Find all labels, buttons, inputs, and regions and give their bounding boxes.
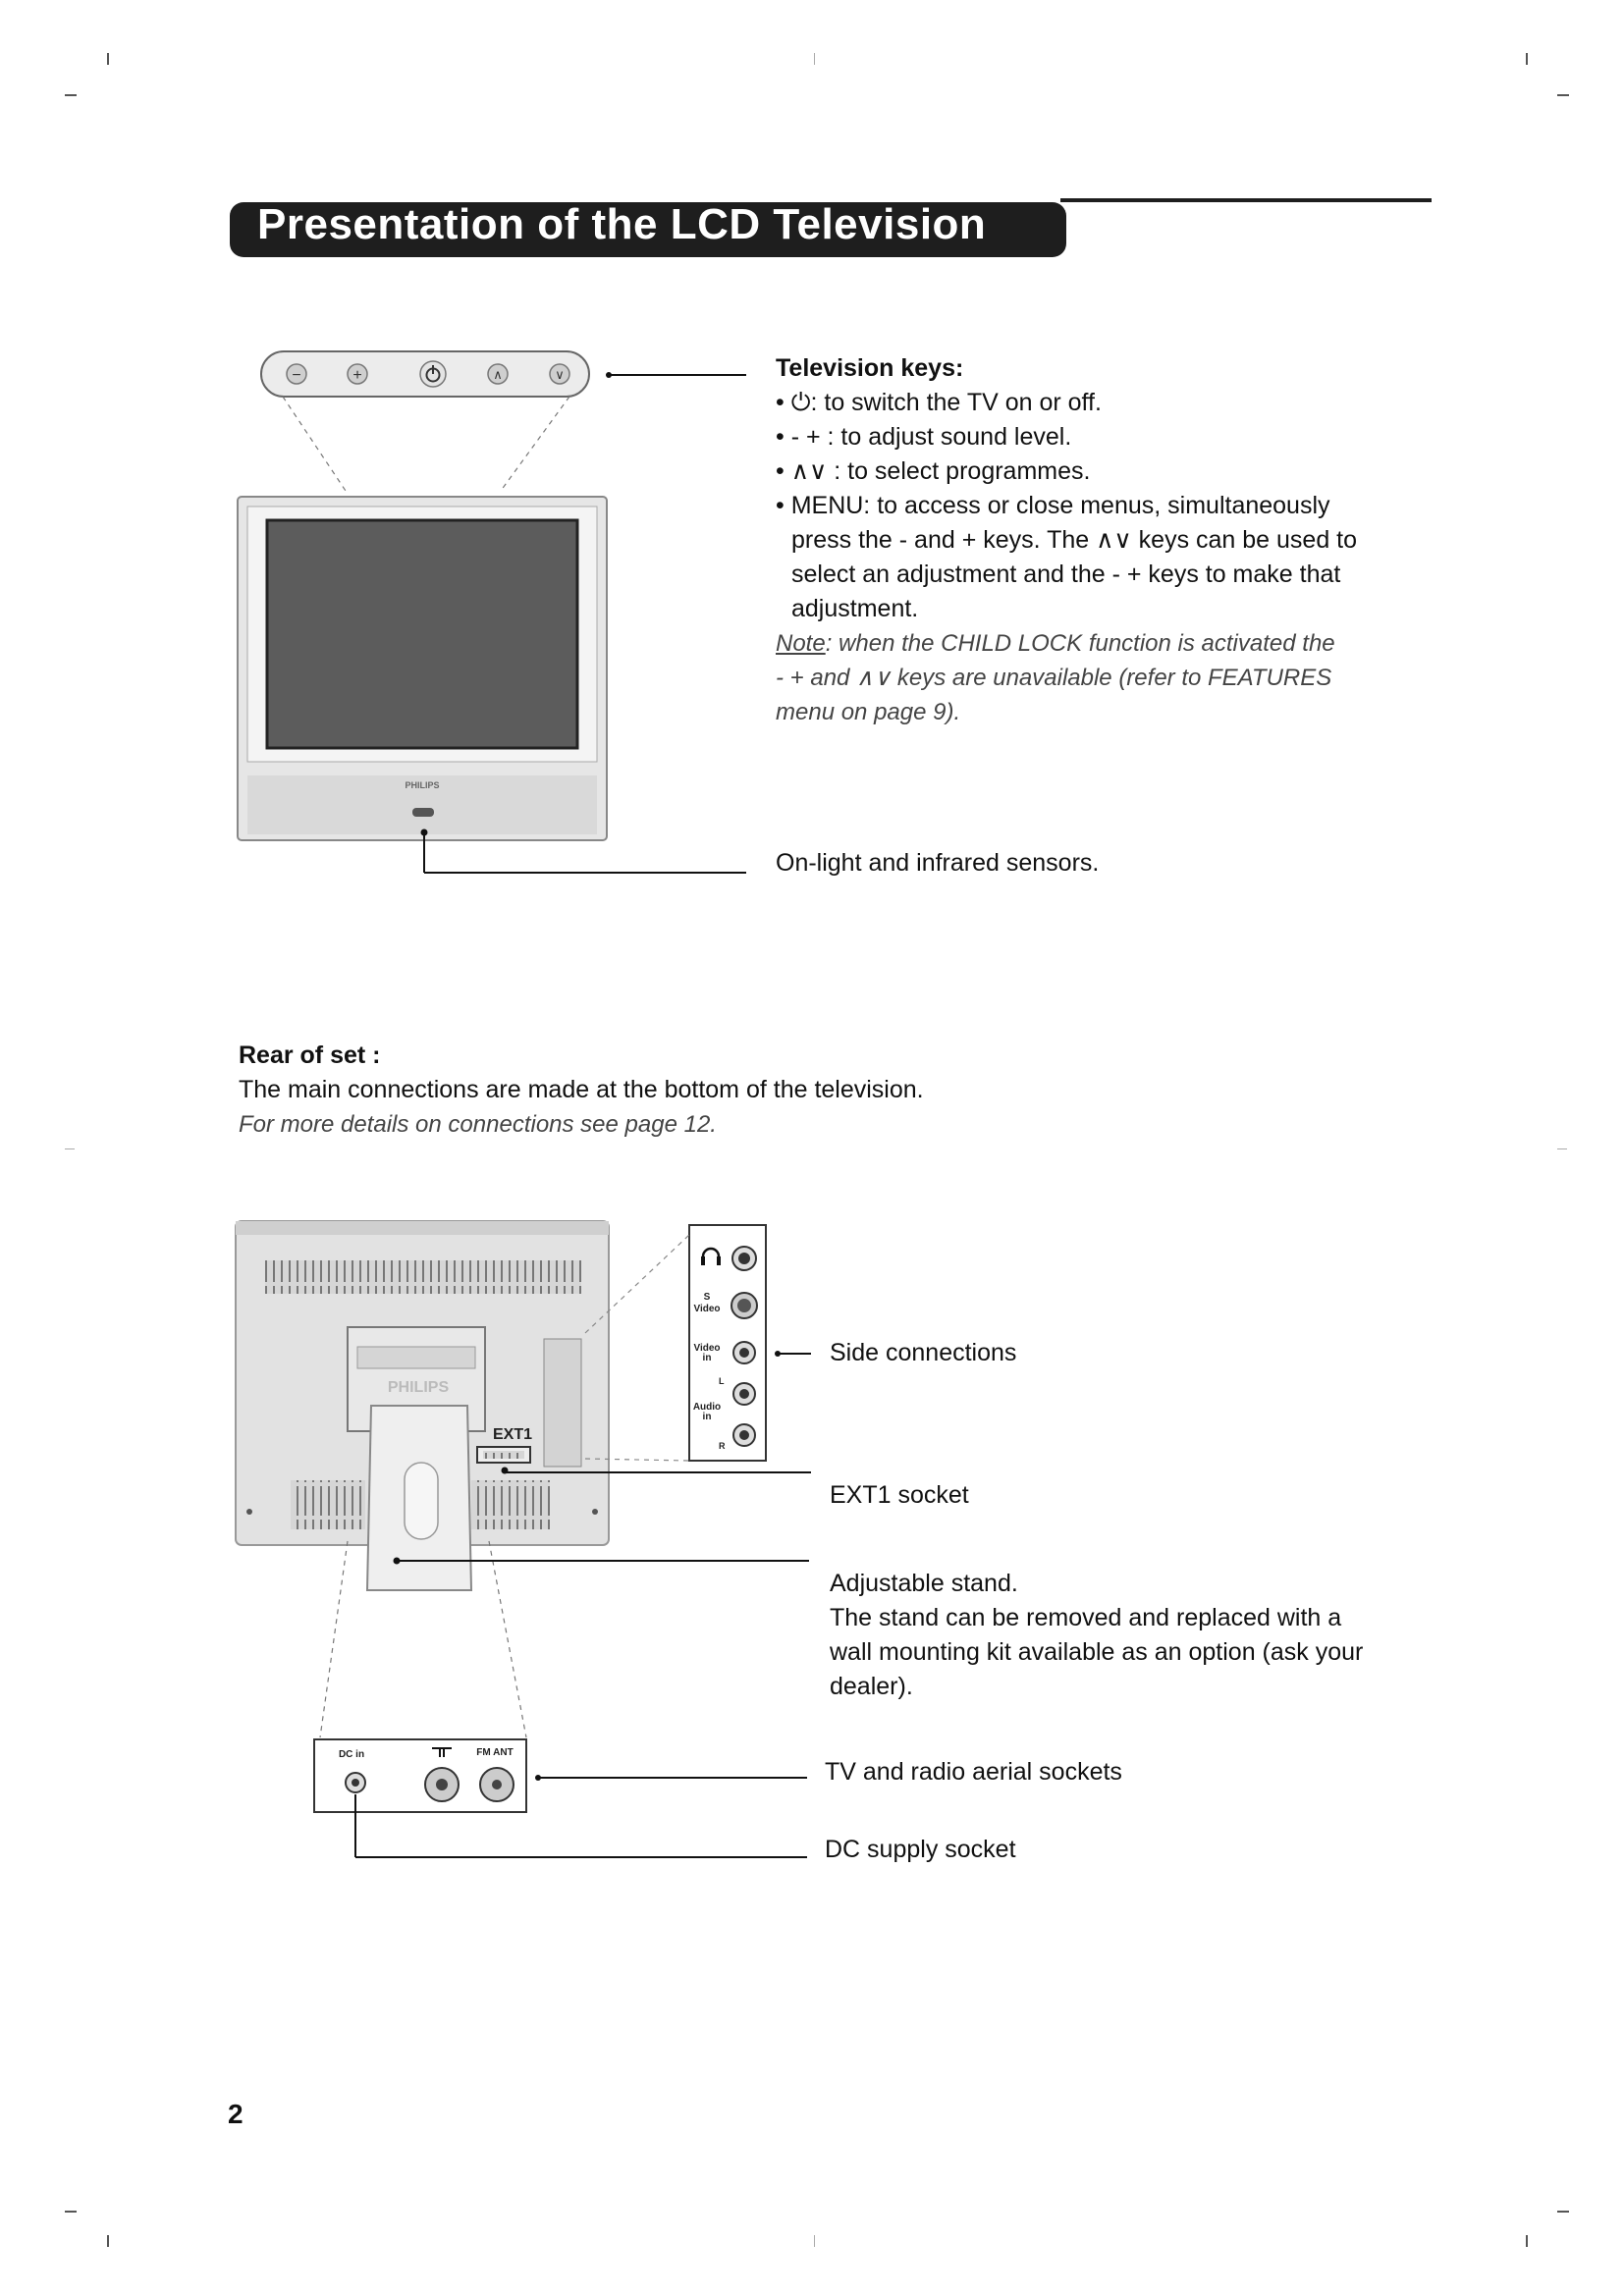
bullet-volume: • - + : to adjust sound level. (776, 423, 1072, 451)
child-lock-note: Note: when the CHILD LOCK function is activated the (776, 630, 1335, 657)
bullet-menu-continued: adjustment. (791, 595, 919, 622)
audio-in-sub-label: in (702, 1412, 712, 1422)
ext1-label: EXT1 (493, 1426, 533, 1443)
down-key-glyph: ∨ (555, 367, 565, 382)
crop-mark (1557, 1148, 1567, 1149)
crop-mark (814, 53, 815, 65)
dc-in-label: DC in (338, 1749, 365, 1760)
television-keys-heading: Television keys: (776, 354, 964, 382)
plus-key-glyph: + (352, 367, 362, 384)
page-number: 2 (228, 2099, 244, 2129)
bullet-programmes: • ∧∨ : to select programmes. (776, 457, 1091, 485)
ext1-socket-label: EXT1 socket (830, 1481, 969, 1509)
crop-mark (65, 2211, 77, 2213)
audio-r-label: R (719, 1441, 726, 1451)
side-connections-label: Side connections (830, 1339, 1017, 1366)
stand-text: The stand can be removed and replaced with a (830, 1604, 1342, 1631)
page-title: Presentation of the LCD Television (257, 200, 987, 248)
television-keys-section (776, 351, 1424, 729)
plus-key (348, 364, 367, 384)
audio-l-label: L (719, 1376, 725, 1386)
s-video-s-label: S (703, 1292, 711, 1303)
bullet-menu: • MENU: to access or close menus, simultaneously (776, 492, 1330, 519)
sensor-label: On-light and infrared sensors. (776, 849, 1100, 877)
aerial-sockets-label: TV and radio aerial sockets (825, 1758, 1122, 1786)
bullet-power: • ⏻: to switch the TV on or off. (776, 389, 1102, 416)
rear-of-set-heading: Rear of set : (239, 1041, 381, 1069)
s-video-label: Video (693, 1304, 721, 1314)
dc-supply-label: DC supply socket (825, 1836, 1016, 1863)
up-key-glyph: ∧ (493, 367, 503, 382)
child-lock-note-continued: - + and ∧∨ keys are unavailable (refer to FEATURES (776, 665, 1332, 691)
audio-in-label: Audio (692, 1402, 722, 1413)
stand-text: wall mounting kit available as an option (ask your (830, 1638, 1364, 1666)
stand-description (830, 1567, 1419, 1704)
minus-key-glyph: − (292, 367, 301, 384)
video-in-label: Video (693, 1343, 721, 1354)
rear-brand-logo: PHILIPS (387, 1379, 450, 1396)
rear-of-set-section (239, 1039, 1122, 1142)
fm-ant-label: FM ANT (476, 1747, 514, 1758)
child-lock-note-continued: menu on page 9). (776, 699, 961, 725)
crop-mark (1526, 53, 1528, 65)
crop-mark (1526, 2235, 1528, 2247)
crop-mark (814, 2235, 815, 2247)
video-in-sub-label: in (702, 1353, 712, 1363)
minus-key (287, 364, 306, 384)
rear-leader-lines (334, 1325, 825, 1875)
rear-intro: The main connections are made at the bottom of the television. (239, 1076, 924, 1103)
crop-mark (107, 53, 109, 65)
crop-mark (1557, 2211, 1569, 2213)
stand-text: dealer). (830, 1673, 913, 1700)
crop-mark (107, 2235, 109, 2247)
bullet-menu-continued: select an adjustment and the - + keys to make that (791, 561, 1341, 588)
title-rule (1060, 198, 1432, 202)
rear-more-details: For more details on connections see page 12. (239, 1111, 717, 1138)
front-brand-logo: PHILIPS (405, 780, 440, 790)
bullet-menu-continued: press the - and + keys. The ∧∨ keys can be used to (791, 526, 1358, 554)
crop-mark (65, 1148, 75, 1149)
crop-mark (65, 94, 77, 96)
stand-title: Adjustable stand. (830, 1570, 1018, 1597)
note-label: Note (776, 630, 826, 657)
crop-mark (1557, 94, 1569, 96)
front-leader-lines (412, 363, 766, 883)
